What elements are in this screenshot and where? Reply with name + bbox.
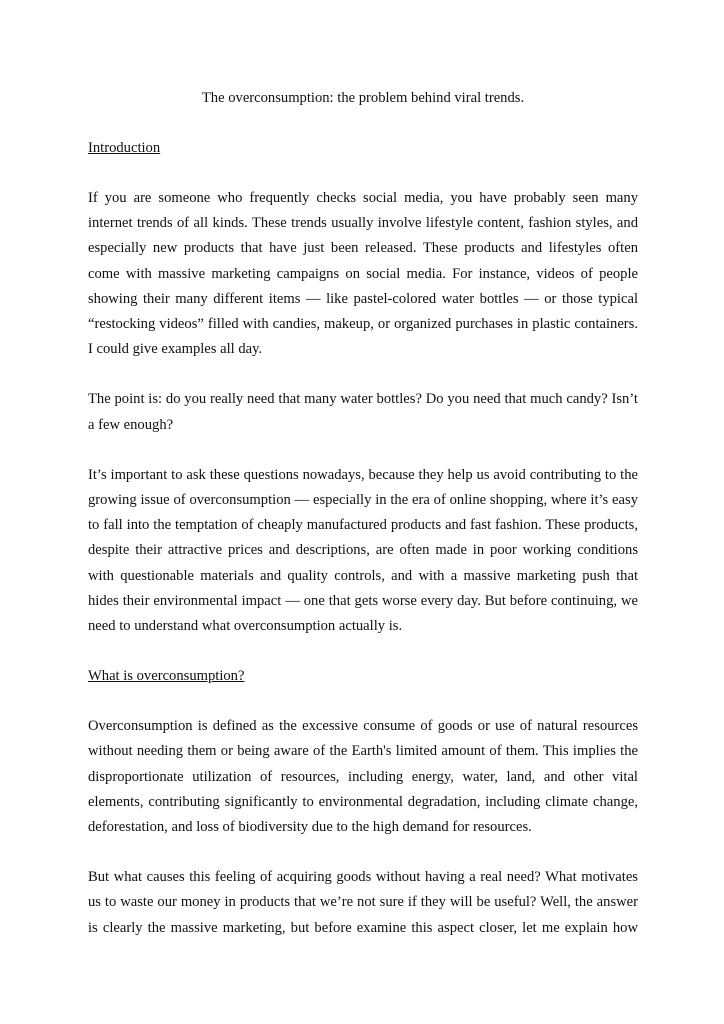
spacer xyxy=(88,639,638,664)
definition-paragraph-2: But what causes this feeling of acquiring goods without having a real need? What motivates us to waste our money in products that we’re not sure if they will be useful? Well, the answer is clearly the massive marketing, but before examine this aspect closer, let me explain how xyxy=(88,869,638,936)
intro-paragraph-2: The point is: do you really need that many water bottles? Do you need that much candy? Isn’t a few enough? xyxy=(88,391,638,433)
section-heading-introduction: Introduction xyxy=(88,140,161,156)
definition-paragraph-1: Overconsumption is defined as the excessive consume of goods or use of natural resources without needing them or being aware of the Earth's limited amount of them. This implies the disproportionate utilization of resources, including energy, water, land, and other vital elements, contributing significantly to environmental degradation, including climate change, deforestation, and loss of biodiversity due to the high demand for resources. xyxy=(88,718,638,836)
spacer xyxy=(88,689,638,714)
section-heading-what-is-overconsumption: What is overconsumption? xyxy=(88,668,245,685)
document-body xyxy=(88,86,638,941)
spacer xyxy=(88,161,638,186)
document-title: The overconsumption: the problem behind viral trends. xyxy=(201,90,525,106)
spacer xyxy=(88,362,638,387)
spacer xyxy=(88,111,638,136)
intro-paragraph-3: It’s important to ask these questions nowadays, because they help us avoid contributing to the growing issue of overconsumption — especially in the era of online shopping, where it’s easy to fall into the temptation of cheaply manufactured products and fast fashion. These products, despite their attractive prices and descriptions, are often made in poor working conditions with questionable materials and quality controls, and with a massive marketing push that hides their environmental impact — one that gets worse every day. But before continuing, we need to understand what overconsumption actually is. xyxy=(88,466,638,635)
spacer xyxy=(88,840,638,865)
intro-paragraph-1: If you are someone who frequently checks social media, you have probably seen many internet trends of all kinds. These trends usually involve lifestyle content, fashion styles, and especially new products that have just been released. These products and lifestyles often come with massive marketing campaigns on social media. For instance, videos of people showing their many different items — like pastel-colored water bottles — or those typical “restocking videos” filled with candies, makeup, or organized purchases in plastic containers. I could give examples all day. xyxy=(88,190,638,358)
spacer xyxy=(88,438,638,463)
